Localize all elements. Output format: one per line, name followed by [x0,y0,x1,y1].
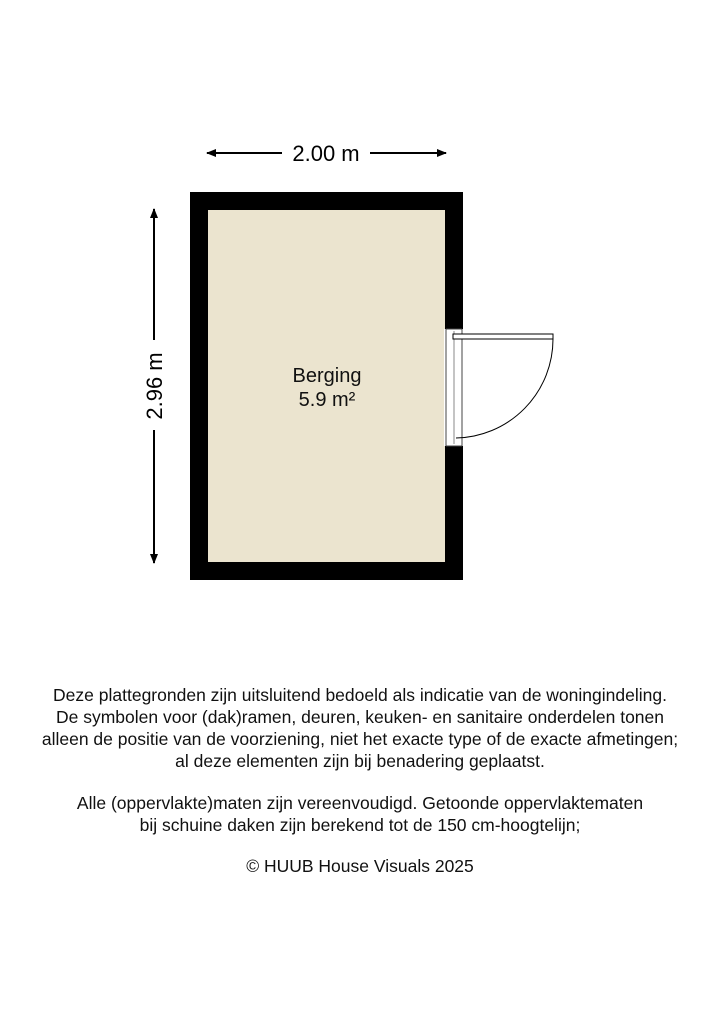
door-leaf [453,334,553,339]
room-berging [190,192,553,580]
disclaimer-line: al deze elementen zijn bij benadering geplaatst. [175,751,545,771]
disclaimer-paragraph-2 [0,792,720,836]
copyright-notice [0,855,720,877]
disclaimer-line: bij schuine daken zijn berekend tot de 150 cm-hoogtelijn; [139,815,581,835]
disclaimer-line: Deze plattegronden zijn uitsluitend bedoeld als indicatie van de woningindeling. [53,685,667,705]
copyright-text: © HUUB House Visuals 2025 [246,856,474,876]
door-swing-arc [456,339,553,438]
room-name: Berging [292,365,362,387]
disclaimer-line: Alle (oppervlakte)maten zijn vereenvoudigd. Getoonde oppervlaktematen [76,793,644,813]
depth-dimension [142,209,167,563]
disclaimer-line: De symbolen voor (dak)ramen, deuren, keuken- en sanitaire onderdelen tonen [56,707,664,727]
depth-dimension-label: 2.96 m [142,352,167,420]
width-dimension-label: 2.00 m [292,141,360,166]
room-area: 5.9 m² [298,389,356,411]
width-dimension [207,141,446,166]
disclaimer-line: alleen de positie van de voorziening, niet het exacte type of de exacte afmetingen; [41,729,679,749]
disclaimer-paragraph-1 [0,684,720,772]
